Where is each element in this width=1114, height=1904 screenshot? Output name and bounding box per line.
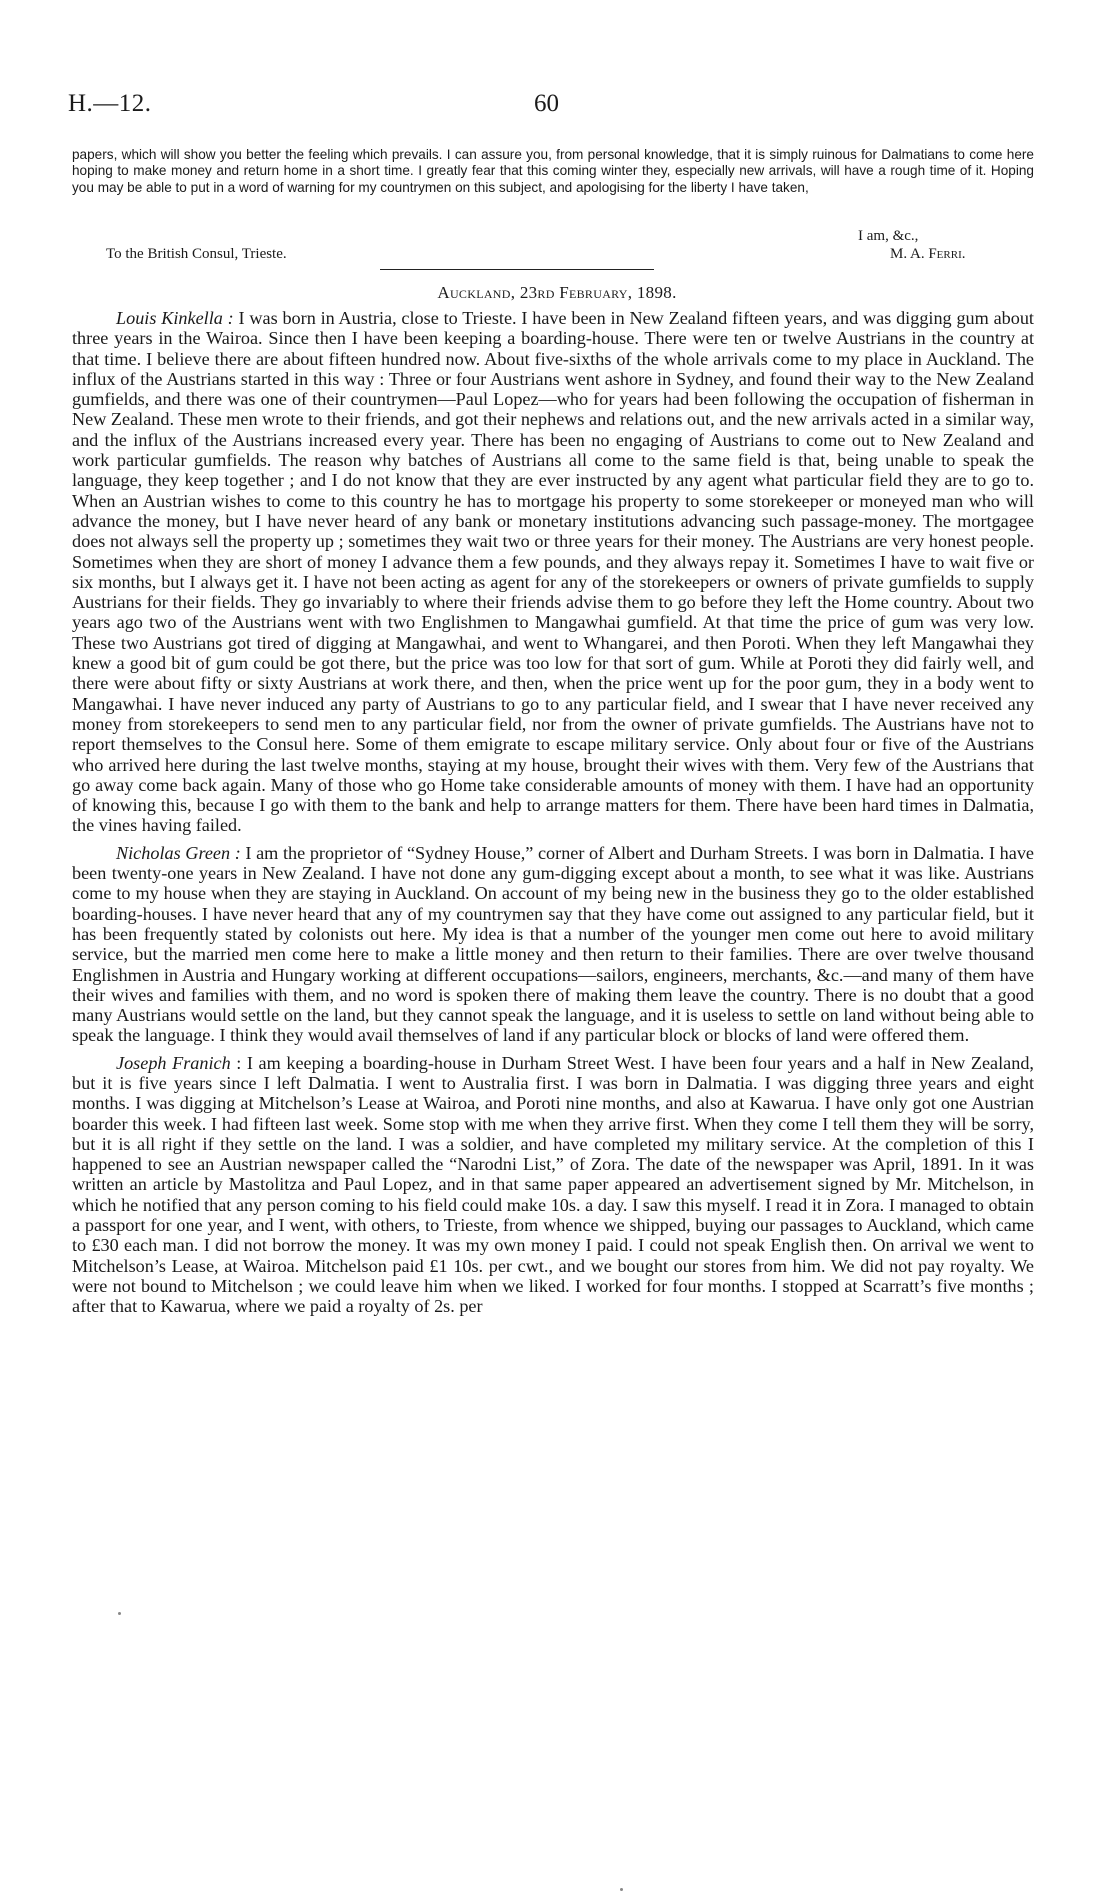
section-divider (380, 269, 654, 270)
testimony-text: I am the proprietor of “Sydney House,” corner of Albert and Durham Streets. I was born in Dalmatia. I have been twenty-one years in New Zealand. I have not done any gum-digging except about a month, to see what it was like. Austrians come to my house when they are staying in Auckland. On account of my being new in the business they go to the older established boarding-houses. I have never heard that any of my countrymen say that they have come out assigned to any particular field, but it has been frequently stated by colonists out here. My idea is that a number of the younger men come out here to avoid military service, but the married men come here to make a little money and then return to their families. There are over twelve thousand Englishmen in Austria and Hungary working at different occupations—sailors, engineers, merchants, &c.—and many of them have their wives and families with them, and no word is spoken there of making them leave the country. There is no doubt that a good many Austrians would settle on the land, but they cannot speak the language, and it is useless to settle on land without being able to speak the language. I think they would avail themselves of land if any particular block or blocks of land were offered them. (72, 842, 1034, 1046)
letter-addressee: To the British Consul, Trieste. (106, 246, 287, 262)
testimony-text: I was born in Austria, close to Trieste. I have been in New Zealand fifteen years, and was digging gum about three years in the Wairoa. Since then I have been keeping a boarding-house. There were ten or twelve Austrians in the country at that time. I believe there are about fifteen hundred now. About five-sixths of the whole arrivals come to my place in Auckland. The influx of the Austrians started in this way : Three or four Austrians went ashore in Sydney, and found their way to the New Zealand gumfields, and there was one of their countrymen—Paul Lopez—who for years had been following the occupation of fisherman in New Zealand. These men wrote to their friends, and got their nephews and relations out, and the new arrivals acted in a similar way, and the influx of the Austrians increased every year. There has been no engaging of Austrians to come out to New Zealand and work particular gumfields. The reason why batches of Austrians all come to the same field is that, being unable to speak the language, they keep together ; and I do not know that they are ever instructed by any agent what particular field they are to go to. When an Austrian wishes to come to this country he has to mortgage his property to some storekeeper or moneyed man who will advance the money, but I have never heard of any bank or monetary institutions advancing such passage-money. The mortgagee does not always sell the property up ; sometimes they wait two or three years for their money. The Austrians are very honest people. Sometimes when they are short of money I advance them a few pounds, and they always repay it. Sometimes I have to wait five or six months, but I always get it. I have not been acting as agent for any of the storekeepers or owners of private gumfields to supply Austrians for their fields. They go invariably to where their friends advise them to go before they left the Home country. About two years ago two of the Austrians went with two Englishmen to Mangawhai gumfield. At that time the price of gum was very low. These two Austrians got tired of digging at Mangawhai, and went to Whangarei, and then Poroti. When they left Mangawhai they knew a good bit of gum could be got there, but the price was too low for that sort of gum. While at Poroti they did fairly well, and there were about fifty or sixty Austrians at work there, and then, when the price went up for the poor gum, they in a body went to Mangawhai. I have never induced any party of Austrians to go to any particular field, and I swear that I have never received any money from storekeepers to send men to any particular field, nor from the owner of private gumfields. The Austrians have not to report themselves to the Consul here. Some of them emigrate to escape military service. Only about four or five of the Austrians who arrived here during the last twelve months, staying at my house, brought their wives with them. Very few of the Austrians that go away come back again. Many of those who go Home take considerable amounts of money with them. I have had an opportunity of knowing this, because I go with them to the bank and help to arrange matters for them. There have been hard times in Dalmatia, the vines having failed. (72, 308, 1034, 836)
testimony-paragraph (72, 308, 1034, 836)
testimony-text: : I am keeping a boarding-house in Durham Street West. I have been four years and a half in New Zealand, but it is five years since I left Dalmatia. I went to Australia first. I was born in Dalmatia. I was digging three years and eight months. I was digging at Mitchelson’s Lease at Wairoa, and Poroti nine months, and also at Kawarua. I have only got one Austrian boarder this week. I had fifteen last week. Some stop with me when they arrive first. When they come I tell them they will be sorry, but it is all right if they settle on the land. I was a soldier, and have completed my military service. At the completion of this I happened to see an Austrian newspaper called the “Narodni List,” of Zora. The date of the newspaper was April, 1891. In it was written an article by Mastolitza and Paul Lopez, and in that same paper appeared an advertisement signed by Mr. Mitchelson, in which he notified that any person coming to his field could make 10s. a day. I saw this myself. I read it in Zora. I managed to obtain a passport for one year, and I went, with others, to Trieste, from whence we shipped, buying our passages to Auckland, which came to £30 each man. I did not borrow the money. It was my own money I paid. I could not speak English then. On arrival we went to Mitchelson’s Lease, at Wairoa. Mitchelson paid £1 10s. per cwt., and we bought our stores from him. We did not pay royalty. We were not bound to Mitchelson ; we could leave him when we liked. I worked for four months. I stopped at Scarratt’s five months ; after that to Kawarua, where we paid a royalty of 2s. per (72, 1052, 1034, 1317)
speaker-name: Joseph Franich (116, 1052, 231, 1073)
testimony-paragraph (72, 1053, 1034, 1317)
ink-speck (620, 1888, 623, 1891)
testimony-body (72, 308, 1034, 1324)
letter-closing: I am, &c., (858, 228, 919, 244)
ink-speck (118, 1612, 121, 1615)
section-heading: Auckland, 23rd February, 1898. (437, 283, 677, 302)
letter-signature: M. A. Ferri. (890, 246, 966, 262)
page-number: 60 (534, 90, 559, 117)
speaker-name: Louis Kinkella : (116, 308, 234, 328)
testimony-paragraph (72, 843, 1034, 1046)
letter-text: papers, which will show you better the feeling which prevails. I can assure you, from personal knowledge, that it is simply ruinous for Dalmatians to come here hoping to make money and return home in a short time. I greatly fear that this coming winter they, especially new arrivals, will have a rough time of it. Hoping you may be able to put in a word of warning for my countrymen on this subject, and apologising for the liberty I have taken, (72, 147, 1034, 195)
document-reference: H.—12. (68, 90, 152, 117)
speaker-name: Nicholas Green : (116, 842, 241, 863)
